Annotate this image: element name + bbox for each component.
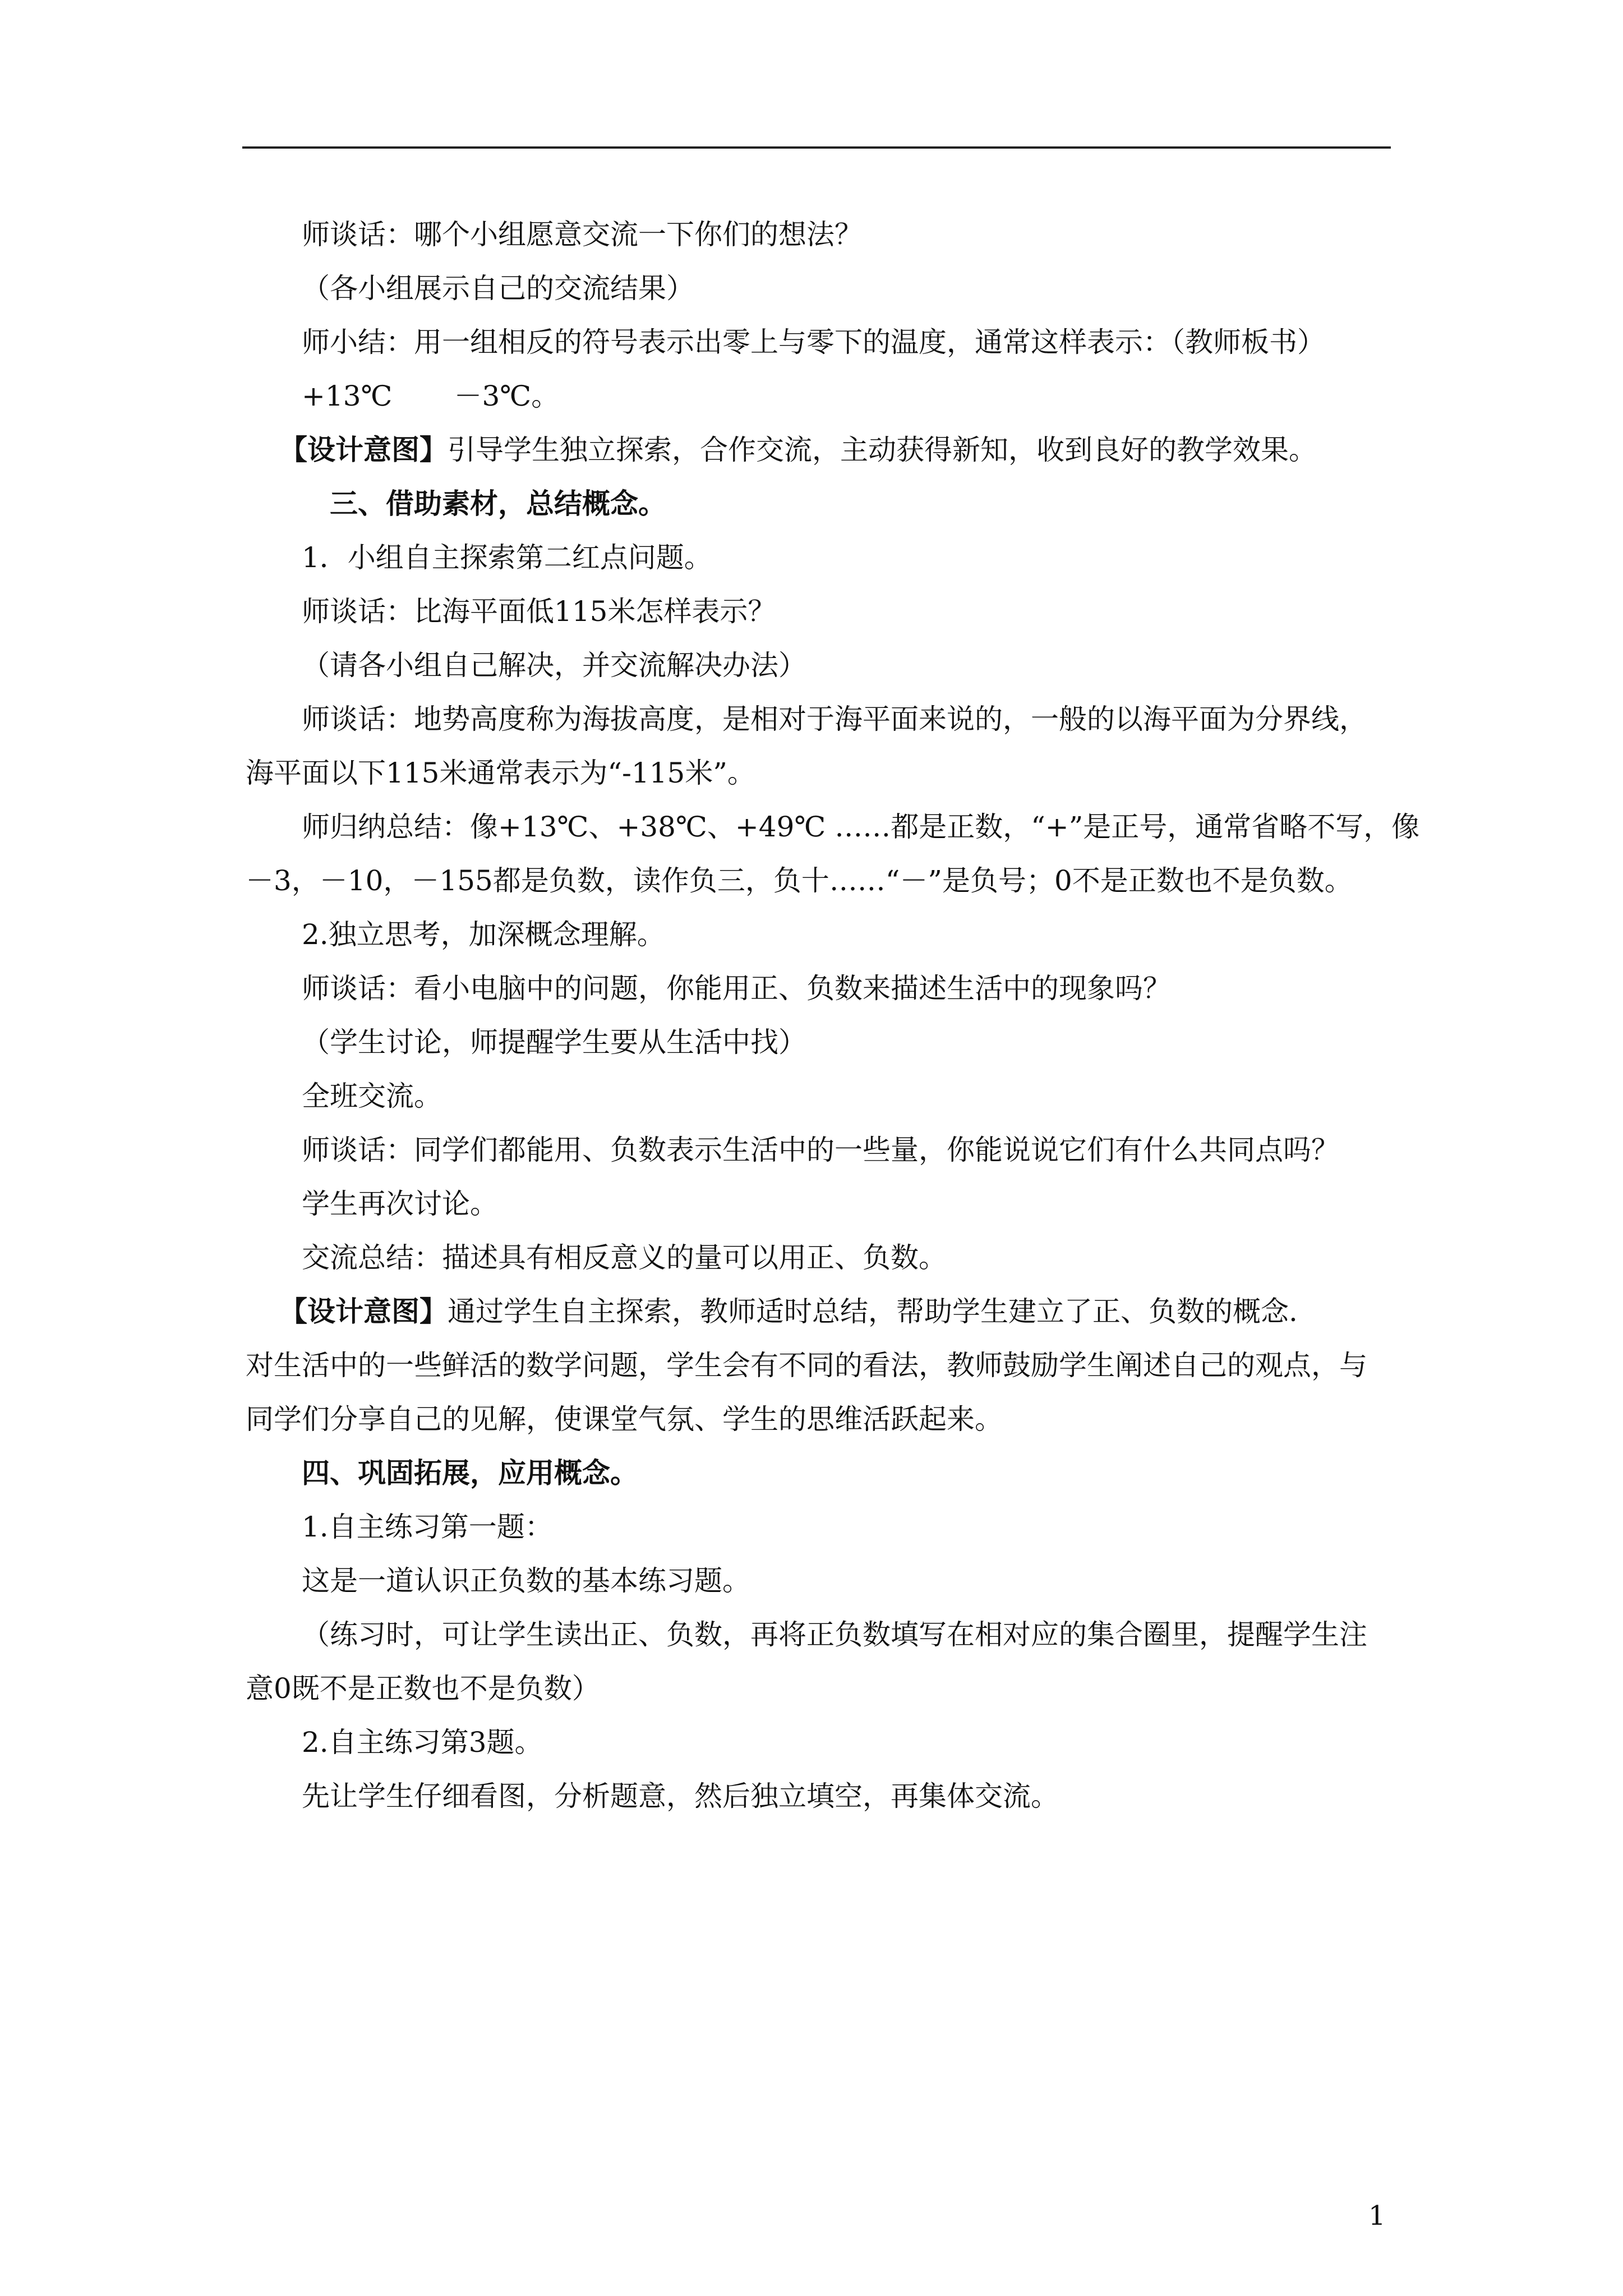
design-intent — [246, 423, 1390, 477]
paragraph: 学生再次讨论。 — [302, 1188, 498, 1220]
header-rule — [242, 146, 1391, 149]
formula-line — [246, 369, 1390, 423]
paragraph: 先让学生仔细看图，分析题意，然后独立填空，再集体交流。 — [302, 1780, 1059, 1812]
paragraph-continuation: 意0既不是正数也不是负数） — [246, 1672, 600, 1705]
design-intent-text: 引导学生独立探索，合作交流，主动获得新知，收到良好的教学效果。 — [448, 434, 1317, 466]
paragraph: 2.独立思考，加深概念理解。 — [302, 918, 665, 951]
positive-temperature: +13℃ — [302, 380, 393, 412]
negative-temperature: －3℃。 — [454, 380, 560, 412]
paragraph: 交流总结：描述具有相反意义的量可以用正、负数。 — [302, 1241, 947, 1274]
paragraph-continuation: 同学们分享自己的见解，使课堂气氛、学生的思维活跃起来。 — [246, 1403, 1003, 1435]
paragraph: 师谈话：看小电脑中的问题，你能用正、负数来描述生活中的现象吗？ — [302, 972, 1171, 1005]
paragraph: （请各小组自己解决，并交流解决办法） — [302, 649, 806, 682]
design-intent-label: 【设计意图】 — [279, 1295, 448, 1328]
paragraph-continuation: 海平面以下115米通常表示为“-115米”。 — [246, 757, 755, 789]
paragraph: （学生讨论，师提醒学生要从生活中找） — [302, 1026, 806, 1059]
paragraph: 1.自主练习第一题： — [302, 1511, 553, 1543]
paragraph: 师谈话：比海平面低115米怎样表示？ — [302, 595, 776, 628]
paragraph-continuation: 对生活中的一些鲜活的数学问题，学生会有不同的看法，教师鼓励学生阐述自己的观点，与 — [246, 1349, 1367, 1382]
paragraph: 全班交流。 — [302, 1080, 442, 1112]
design-intent-label: 【设计意图】 — [279, 433, 448, 466]
section-heading: 三、借助素材，总结概念。 — [330, 487, 666, 520]
design-intent — [246, 1285, 1390, 1338]
paragraph-continuation: －3，－10，－155都是负数，读作负三，负十……“－”是负号；0不是正数也不是负数。 — [246, 864, 1353, 897]
paragraph: （练习时，可让学生读出正、负数，再将正负数填写在相对应的集合圈里，提醒学生注 — [302, 1618, 1367, 1651]
page-number: 1 — [1368, 2200, 1386, 2231]
paragraph: 2.自主练习第3题。 — [302, 1726, 543, 1759]
paragraph: 师小结：用一组相反的符号表示出零上与零下的温度，通常这样表示：（教师板书） — [302, 326, 1325, 358]
paragraph: 师谈话：地势高度称为海拔高度，是相对于海平面来说的，一般的以海平面为分界线， — [302, 703, 1367, 735]
design-intent-text: 通过学生自主探索，教师适时总结，帮助学生建立了正、负数的概念. — [448, 1295, 1298, 1328]
paragraph: 师归纳总结：像+13℃、+38℃、+49℃ ……都是正数，“+”是正号，通常省略不写，像 — [302, 811, 1420, 843]
paragraph: 师谈话：哪个小组愿意交流一下你们的想法？ — [302, 218, 863, 251]
document-body — [246, 208, 1420, 1823]
paragraph: 这是一道认识正负数的基本练习题。 — [302, 1565, 750, 1597]
paragraph: 师谈话：同学们都能用、负数表示生活中的一些量，你能说说它们有什么共同点吗？ — [302, 1134, 1339, 1166]
paragraph: 1．小组自主探索第二红点问题。 — [302, 541, 712, 574]
section-heading: 四、巩固拓展，应用概念。 — [302, 1456, 638, 1489]
paragraph: （各小组展示自己的交流结果） — [302, 272, 694, 305]
